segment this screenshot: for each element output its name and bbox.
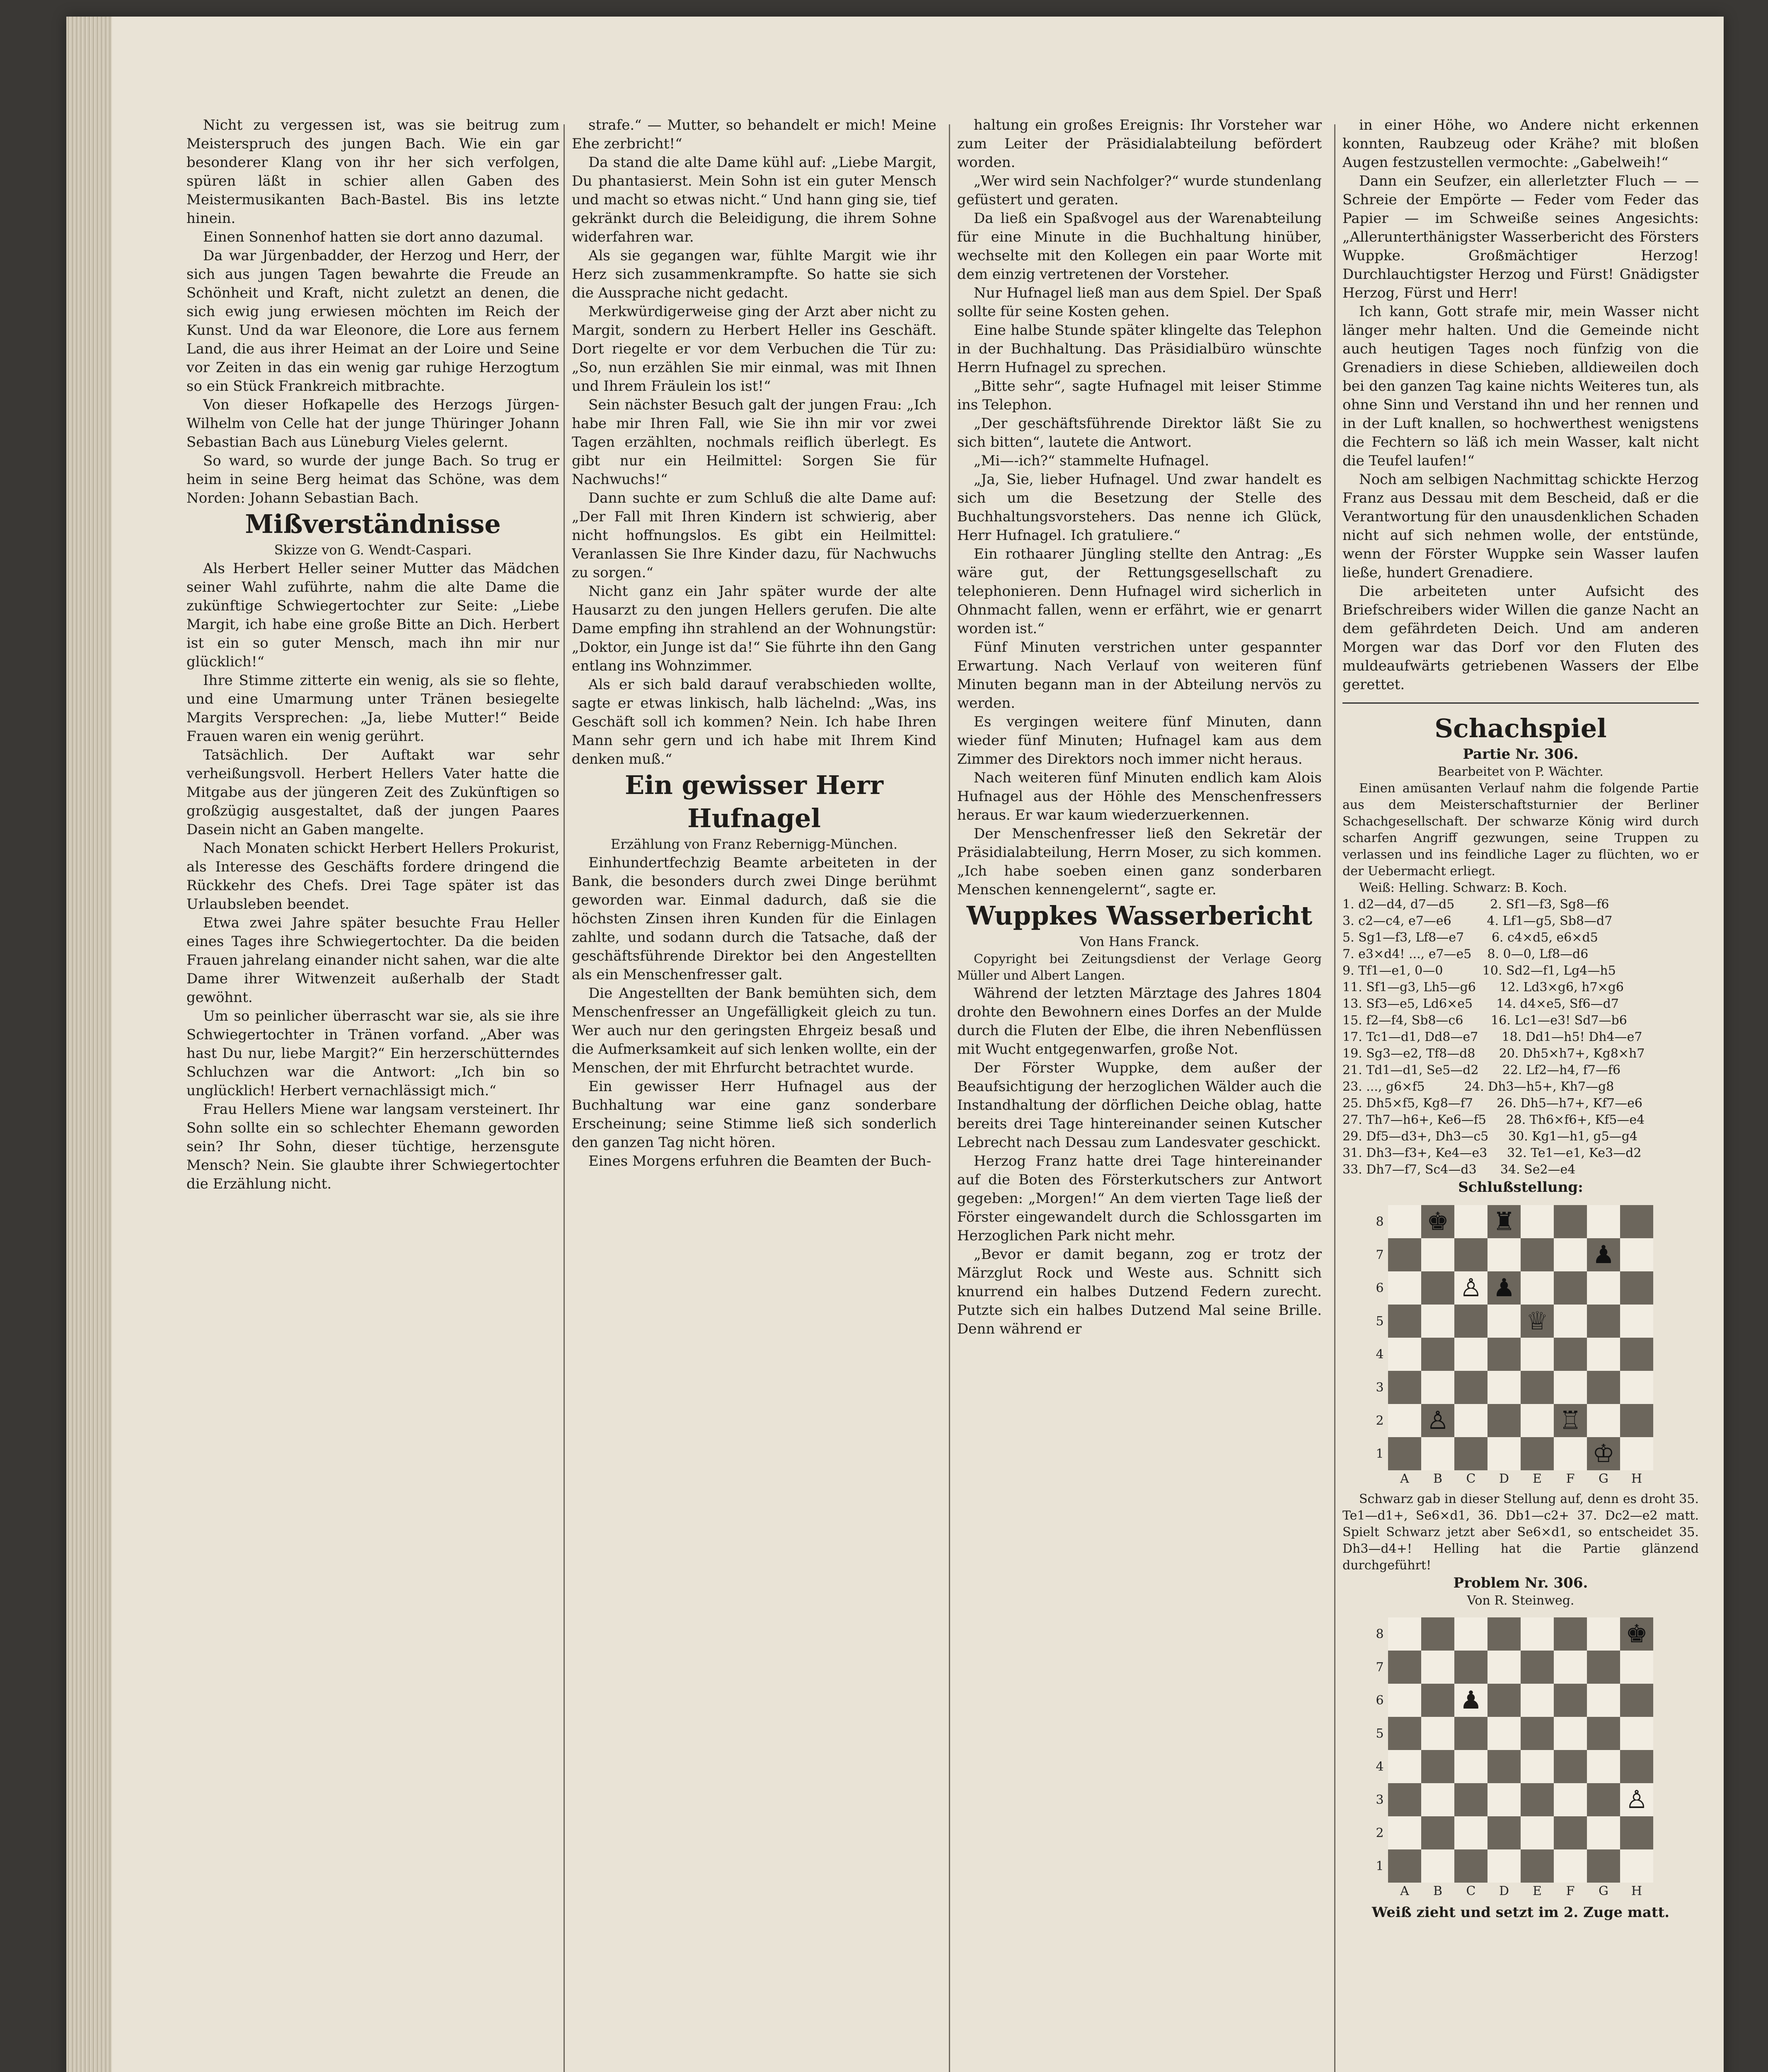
chess-square	[1521, 1684, 1554, 1717]
paragraph: Es vergingen weitere fünf Minuten, dann wieder fünf Minuten; Hufnagel kam aus dem Zimmer des Direktors noch immer nicht heraus.	[957, 714, 1322, 767]
chess-square	[1487, 1783, 1521, 1816]
chess-square	[1388, 1205, 1421, 1238]
chess-square	[1554, 1717, 1587, 1750]
paragraph: „Bitte sehr“, sagte Hufnagel mit leiser Stimme ins Telephon.	[957, 378, 1322, 413]
chess-square	[1454, 1238, 1487, 1271]
chess-square	[1421, 1617, 1454, 1651]
article-body-hufnagel-cont	[957, 116, 1322, 899]
chess-square	[1620, 1651, 1653, 1684]
column-rule	[1334, 124, 1335, 2072]
paragraph: „Der geschäftsführende Direktor läßt Sie zu sich bitten“, lautete die Antwort.	[957, 415, 1322, 450]
chess-square	[1487, 1617, 1521, 1651]
chess-square	[1388, 1305, 1421, 1338]
chess-square	[1487, 1717, 1521, 1750]
chess-square	[1521, 1717, 1554, 1750]
chess-square	[1521, 1617, 1554, 1651]
file-label: F	[1566, 1471, 1575, 1486]
chess-square	[1454, 1717, 1487, 1750]
move-line: 7. e3×d4! ..., e7—e5 8. 0—0, Lf8—d6	[1342, 947, 1589, 961]
move-line: 25. Dh5×f5, Kg8—f7 26. Dh5—h7+, Kf7—e6	[1342, 1096, 1642, 1111]
chess-square	[1388, 1849, 1421, 1883]
chess-square	[1554, 1305, 1587, 1338]
chess-square	[1587, 1651, 1620, 1684]
chess-square	[1554, 1437, 1587, 1470]
chess-square	[1620, 1404, 1653, 1437]
file-label: B	[1433, 1883, 1443, 1898]
chess-square	[1521, 1205, 1554, 1238]
rank-label: 7	[1376, 1247, 1384, 1262]
chess-square	[1587, 1617, 1620, 1651]
chess-square	[1587, 1849, 1620, 1883]
chess-square: ♟	[1487, 1271, 1521, 1305]
rank-label: 7	[1376, 1660, 1384, 1675]
rank-label: 3	[1376, 1380, 1384, 1395]
paragraph: Da stand die alte Dame kühl auf: „Liebe Margit, Du phantasierst. Mein Sohn ist ein guter Mensch und macht so etwas nicht.“ Und hann ging sie, tief gekränkt durch die Beleidigung, die ihrem Sohne widerfahren war.	[572, 154, 936, 245]
chess-square	[1487, 1404, 1521, 1437]
paragraph: Da war Jürgenbadder, der Herzog und Herr, der sich aus jungen Tagen bewahrte die Freude an Schönheit und Kraft, nicht zuletzt an denen, die sich ewig jung erwiesen möchten im Reich der Kunst. Und da war Eleonore, die Lore aus fernem Land, die aus ihrer Heimat an der Loire und Seine vor Zeiten in das ein wenig gar ruhige Herzogtum so ein Stück Frankreich mitbrachte.	[186, 247, 559, 395]
chess-square	[1587, 1684, 1620, 1717]
move-line: 3. c2—c4, e7—e6 4. Lf1—g5, Sb8—d7	[1342, 914, 1613, 928]
chess-square	[1587, 1750, 1620, 1783]
chess-square	[1388, 1271, 1421, 1305]
chess-square	[1487, 1750, 1521, 1783]
chess-diagram-problem	[1371, 1617, 1670, 1899]
rank-label: 6	[1376, 1280, 1384, 1295]
paragraph: Um so peinlicher überrascht war sie, als sie ihre Schwiegertochter in Tränen vorfand. „Aber was hast Du nur, liebe Margit?“ Ein herzerschütterndes Schluchzen war die Antwort: „Ich bin so unglücklich! Herbert vernachlässigt mich.“	[186, 1008, 559, 1099]
file-label: A	[1400, 1883, 1409, 1898]
chess-square	[1487, 1238, 1521, 1271]
paragraph: Einen Sonnenhof hatten sie dort anno dazumal.	[203, 229, 544, 245]
chess-square	[1587, 1783, 1620, 1816]
file-label: E	[1533, 1471, 1542, 1486]
paragraph: Eine halbe Stunde später klingelte das Telephon in der Buchhaltung. Das Präsidialbüro wünschte Herrn Hufnagel zu sprechen.	[957, 322, 1322, 376]
article-heading-wuppke: Wuppkes Wasserbericht	[966, 900, 1313, 931]
paragraph: Frau Hellers Miene war langsam versteinert. Ihr Sohn sollte ein so schlechter Ehemann geworden sein? Ihr Sohn, dieser tüchtige, herzensgute Mensch? Nein. Sie glaubte ihrer Schwiegertochter die Erzählung nicht.	[186, 1101, 559, 1192]
chess-square	[1388, 1238, 1421, 1271]
chess-section-heading: Schachspiel	[1434, 713, 1607, 743]
chess-square: ♔	[1587, 1437, 1620, 1470]
article-heading-hufnagel: Ein gewisser Herr Hufnagel	[624, 770, 884, 833]
chess-square	[1388, 1783, 1421, 1816]
chess-square	[1554, 1783, 1587, 1816]
rank-label: 4	[1376, 1759, 1384, 1774]
paragraph: Als er sich bald darauf verabschieden wollte, sagte er etwas linkisch, halb lächelnd: „Was, ins Geschäft soll ich kommen? Nein. Ich habe Ihren Mann sehr gern und ich habe mit Ihrem Kind denken muß.“	[572, 676, 936, 767]
move-line: 1. d2—d4, d7—d5 2. Sf1—f3, Sg8—f6	[1342, 897, 1609, 912]
section-divider	[1342, 702, 1699, 704]
problem-title: Problem Nr. 306.	[1453, 1575, 1588, 1591]
rank-label: 8	[1376, 1214, 1384, 1229]
chess-square	[1521, 1783, 1554, 1816]
chess-square	[1620, 1271, 1653, 1305]
paragraph: Die Angestellten der Bank bemühten sich, dem Menschenfresser an Ungefälligkeit gleich zu tun. Wer auch nur den geringsten Ehrgeiz besaß und die Aufmerksamkeit auf sich lenken wollte, ein der Menschen, der mit Ehrfurcht betrachtet wurde.	[572, 985, 936, 1076]
move-line: 21. Td1—d1, Se5—d2 22. Lf2—h4, f7—f6	[1342, 1063, 1621, 1077]
diagram-result: Schwarz gab in dieser Stellung auf, denn es droht 35. Te1—d1+, Se6×d1, 36. Db1—c2+ 37. Dc2—e2 matt. Spielt Schwarz jetzt aber Se6×d1, so entscheidet 35. Dh3—d4+! Helling hat die Partie glänzend durchgeführt!	[1342, 1492, 1699, 1573]
page-binding-edge	[66, 17, 112, 2072]
move-line: 29. Df5—d3+, Dh3—c5 30. Kg1—h1, g5—g4	[1342, 1129, 1638, 1144]
chess-square: ♙	[1454, 1271, 1487, 1305]
chess-square	[1587, 1205, 1620, 1238]
paragraph: Fünf Minuten verstrichen unter gespannter Erwartung. Nach Verlauf von weiteren fünf Minuten begann man in der Abteilung nervös zu werden.	[957, 639, 1322, 712]
chess-square	[1454, 1750, 1487, 1783]
chess-square	[1388, 1750, 1421, 1783]
rank-label: 8	[1376, 1627, 1384, 1641]
file-label: G	[1599, 1471, 1608, 1486]
problem-author: Von R. Steinweg.	[1467, 1593, 1575, 1608]
file-label: G	[1599, 1883, 1608, 1898]
file-label: C	[1466, 1471, 1476, 1486]
paragraph: „Bevor er damit begann, zog er trotz der Märzglut Rock und Weste aus. Schnitt sich knurrend ein halbes Dutzend Federn zurecht. Putzte sich ein halbes Dutzend Mal seine Brille. Denn während er	[957, 1246, 1322, 1337]
chess-square	[1554, 1816, 1587, 1849]
chess-square	[1521, 1849, 1554, 1883]
chess-square	[1454, 1783, 1487, 1816]
move-line: 5. Sg1—f3, Lf8—e7 6. c4×d5, e6×d5	[1342, 930, 1598, 945]
chess-square	[1454, 1651, 1487, 1684]
chess-square	[1487, 1816, 1521, 1849]
paragraph: Dann ein Seufzer, ein allerletzter Fluch — — Schreie der Empörte — Feder vom Feder das Papier — im Schweiße seines Angesichts: „Allerunterthänigster Wasserbericht des Försters Wuppke. Großmächtiger Herzog! Durchlauchtigster Herzog und Fürst! Gnädigster Herzog, Fürst und Herr!	[1342, 173, 1699, 301]
chess-square	[1421, 1684, 1454, 1717]
chess-square	[1454, 1371, 1487, 1404]
rank-label: 5	[1376, 1314, 1384, 1329]
article-byline: Von Hans Franck.	[1079, 934, 1200, 949]
paragraph: Ein rothaarer Jüngling stellte den Antrag: „Es wäre gut, der Rettungsgesellschaft zu telephonieren. Denn Hufnagel wird sicherlich in Ohnmacht fallen, wenn er erfährt, wie er genarrt worden ist.“	[957, 546, 1322, 637]
paragraph: strafe.“ — Mutter, so behandelt er mich! Meine Ehe zerbricht!“	[572, 117, 936, 152]
paragraph: Einhundertfechzig Beamte arbeiteten in der Bank, die besonders durch zwei Dinge berühmt geworden war. Einmal dadurch, daß sie die höchsten Zinsen ihren Kunden für die Einlagen zahlte, und sodann durch die Tatsache, daß der geschäftsführende Direktor bei den Angestellten als ein Menschenfresser galt.	[572, 854, 936, 983]
chess-square	[1587, 1338, 1620, 1371]
chess-square	[1521, 1271, 1554, 1305]
paragraph: Nach weiteren fünf Minuten endlich kam Alois Hufnagel aus der Höhle des Menschenfressers heraus. Er war kaum wiederzuerkennen.	[957, 770, 1322, 823]
chess-square	[1388, 1404, 1421, 1437]
paragraph: Etwa zwei Jahre später besuchte Frau Heller eines Tages ihre Schwiegertochter. Da die beiden Frauen jahrelang einander nicht sahen, war die alte Dame ihrer Witwenzeit außerhalb der Stadt gewöhnt.	[186, 915, 559, 1006]
chess-square	[1454, 1205, 1487, 1238]
paragraph: Da ließ ein Spaßvogel aus der Warenabteilung für eine Minute in die Buchhaltung hinüber, wechselte mit den Kollegen ein paar Worte mit dem einzig vertretenen der Vorsteher.	[957, 210, 1322, 283]
chess-square	[1388, 1371, 1421, 1404]
paragraph: in einer Höhe, wo Andere nicht erkennen konnten, Raubzeug oder Krähe? mit bloßen Augen festzustellen vermochte: „Gabelweih!“	[1342, 117, 1699, 171]
paragraph: haltung ein großes Ereignis: Ihr Vorsteher war zum Leiter der Präsidialabteilung befördert worden.	[957, 117, 1322, 171]
chess-square	[1421, 1437, 1454, 1470]
file-label: C	[1466, 1883, 1476, 1898]
chess-square	[1454, 1437, 1487, 1470]
chess-square	[1487, 1684, 1521, 1717]
chess-square: ♙	[1620, 1783, 1653, 1816]
chess-square	[1421, 1849, 1454, 1883]
paragraph: „Mi—-ich?“ stammelte Hufnagel.	[974, 453, 1209, 469]
move-line: 27. Th7—h6+, Ke6—f5 28. Th6×f6+, Kf5—e4	[1342, 1113, 1645, 1127]
chess-square	[1620, 1305, 1653, 1338]
move-line: 11. Sf1—g3, Lh5—g6 12. Ld3×g6, h7×g6	[1342, 980, 1624, 995]
chess-square	[1554, 1271, 1587, 1305]
chess-square	[1620, 1338, 1653, 1371]
chess-square	[1554, 1684, 1587, 1717]
chess-square	[1620, 1437, 1653, 1470]
paragraph: Ich kann, Gott strafe mir, mein Wasser nicht länger mehr halten. Und die Gemeinde nicht auch heutigen Tages noch fünfzig von die Grenadiers in diese Schieben, alldieweilen doch bei den ganzen Tag kaine nichts Weiteres tun, als ohne Sinn und Verstand ihn und her rennen und in der Luft knallen, so hochwerthest wenigstens die Fechtern so läß ich mein Wasser, kalt nicht die Teufel laufen!“	[1342, 303, 1699, 469]
chess-square	[1554, 1238, 1587, 1271]
chess-square	[1620, 1371, 1653, 1404]
rank-label: 4	[1376, 1347, 1384, 1362]
paragraph: Nicht ganz ein Jahr später wurde der alte Hausarzt zu den jungen Hellers gerufen. Die alte Dame empfing ihn strahlend an der Wohnungstür: „Doktor, ein Junge ist da!“ Sie führte ihn den Gang entlang ins Wohnzimmer.	[572, 583, 936, 674]
chess-square	[1454, 1404, 1487, 1437]
chess-square: ♚	[1421, 1205, 1454, 1238]
rank-label: 2	[1376, 1413, 1384, 1428]
paragraph: Von dieser Hofkapelle des Herzogs Jürgen-Wilhelm von Celle hat der junge Thüringer Johann Sebastian Bach aus Lüneburg Vieles gelernt.	[186, 397, 559, 450]
column-rule	[949, 124, 950, 2072]
file-label: A	[1400, 1471, 1409, 1486]
rank-label: 3	[1376, 1792, 1384, 1807]
paragraph: Nur Hufnagel ließ man aus dem Spiel. Der Spaß sollte für seine Kosten gehen.	[957, 285, 1322, 320]
paragraph: Nicht zu vergessen ist, was sie beitrug zum Meisterspruch des jungen Bach. Wie ein gar besonderer Klang von ihr her sich verfolgen, spüren läßt in schier allen Gaben des Meistermusikanten Bach-Bastel. Bis ins letzte hinein.	[186, 117, 559, 227]
chess-square	[1620, 1717, 1653, 1750]
chess-square	[1388, 1338, 1421, 1371]
chess-square	[1554, 1617, 1587, 1651]
paragraph: Herzog Franz hatte drei Tage hintereinander auf die Boten des Försterkutschers zur Antwort gegeben: „Morgen!“ An dem vierten Tage ließ der Förster eingewandelt durch die Schlossgarten im Herzoglichen Park nicht mehr.	[957, 1153, 1322, 1244]
paragraph: Als sie gegangen war, fühlte Margit wie ihr Herz sich zusammenkrampfte. So hatte sie sich die Aussprache nicht gedacht.	[572, 247, 936, 301]
chess-square	[1454, 1816, 1487, 1849]
paragraph: „Wer wird sein Nachfolger?“ wurde stundenlang gefüstert und geraten.	[957, 173, 1322, 208]
paragraph: Während der letzten Märztage des Jahres 1804 drohte den Bewohnern eines Dorfes an der Mulde durch die Fluten der Elbe, die ihren Nebenflüssen mit Wucht entgegenwarfen, große Not.	[957, 985, 1322, 1058]
chess-square	[1521, 1338, 1554, 1371]
move-line: 33. Dh7—f7, Sc4—d3 34. Se2—e4	[1342, 1162, 1576, 1177]
chess-square	[1587, 1816, 1620, 1849]
chess-square: ♕	[1521, 1305, 1554, 1338]
article-heading-missverstaendnisse: Mißverständnisse	[245, 509, 501, 539]
bach-article-text	[186, 116, 559, 508]
paragraph: Dann suchte er zum Schluß die alte Dame auf: „Der Fall mit Ihren Kindern ist schwierig, aber nicht hoffnungslos. Es gibt ein Heilmittel: Veranlassen Sie Ihre Kinder dazu, für Nachwuchs zu sorgen.“	[572, 490, 936, 581]
file-label: B	[1433, 1471, 1443, 1486]
chess-square	[1554, 1750, 1587, 1783]
move-line: 17. Tc1—d1, Dd8—e7 18. Dd1—h5! Dh4—e7	[1342, 1030, 1642, 1044]
chess-square	[1388, 1816, 1421, 1849]
chess-square	[1587, 1404, 1620, 1437]
chess-square	[1487, 1849, 1521, 1883]
chess-square	[1554, 1849, 1587, 1883]
chess-square: ♟	[1454, 1684, 1487, 1717]
rank-label: 5	[1376, 1726, 1384, 1741]
column-3	[957, 116, 1322, 2072]
chess-square	[1620, 1238, 1653, 1271]
chess-square	[1521, 1816, 1554, 1849]
chess-square	[1421, 1783, 1454, 1816]
paragraph: Die arbeiteten unter Aufsicht des Briefschreibers wider Willen die ganze Nacht an dem gefährdeten Deich. Und am anderen Morgen war das Dorf vor den Fluten des muldeaufwärts getriebenen Wassers der Elbe gerettet.	[1342, 583, 1699, 693]
chess-square	[1421, 1750, 1454, 1783]
chess-square	[1421, 1717, 1454, 1750]
chess-diagram-final-position	[1371, 1205, 1670, 1487]
file-label: E	[1533, 1883, 1542, 1898]
file-label: D	[1499, 1471, 1509, 1486]
article-body-wuppke-cont	[1342, 116, 1699, 694]
chess-square	[1554, 1651, 1587, 1684]
chess-square: ♖	[1554, 1404, 1587, 1437]
chess-square	[1454, 1305, 1487, 1338]
move-line: 13. Sf3—e5, Ld6×e5 14. d4×e5, Sf6—d7	[1342, 997, 1619, 1011]
chess-square	[1521, 1651, 1554, 1684]
chess-square	[1587, 1271, 1620, 1305]
chess-square: ♟	[1587, 1238, 1620, 1271]
chess-square	[1454, 1849, 1487, 1883]
chess-square	[1554, 1205, 1587, 1238]
move-line: 15. f2—f4, Sb8—c6 16. Lc1—e3! Sd7—b6	[1342, 1013, 1627, 1028]
chess-square	[1521, 1404, 1554, 1437]
file-label: H	[1631, 1471, 1642, 1486]
move-line: 31. Dh3—f3+, Ke4—e3 32. Te1—e1, Ke3—d2	[1342, 1146, 1642, 1160]
column-2	[572, 116, 936, 2072]
chess-square: ♜	[1487, 1205, 1521, 1238]
chess-square	[1620, 1816, 1653, 1849]
move-line: 9. Tf1—e1, 0—0 10. Sd2—f1, Lg4—h5	[1342, 963, 1616, 978]
chess-square	[1487, 1371, 1521, 1404]
paragraph: „Ja, Sie, lieber Hufnagel. Und zwar handelt es sich um die Besetzung der Stelle des Buchhaltungsvorstehers. Das nenne ich Glück, Herr Hufnagel. Ich gratuliere.“	[957, 471, 1322, 544]
game-moves	[1342, 896, 1699, 1178]
paragraph: Tatsächlich. Der Auftakt war sehr verheißungsvoll. Herbert Hellers Vater hatte die Mitgabe aus der jüngeren Zeit des Zukünftigen so großzügig ausgestaltet, daß der jungen Paares Dasein nicht an Gaben mangelte.	[186, 747, 559, 838]
chess-square	[1388, 1651, 1421, 1684]
chess-square	[1388, 1617, 1421, 1651]
chess-square	[1454, 1338, 1487, 1371]
chess-square	[1620, 1750, 1653, 1783]
rank-label: 1	[1376, 1859, 1384, 1874]
paragraph: Ein gewisser Herr Hufnagel aus der Buchhaltung war eine ganz sonderbare Erscheinung; seine Stimme ließ sich sonderlich den ganzen Tag nicht hören.	[572, 1078, 936, 1151]
rank-label: 6	[1376, 1693, 1384, 1708]
chess-square: ♙	[1421, 1404, 1454, 1437]
paragraph: Merkwürdigerweise ging der Arzt aber nicht zu Margit, sondern zu Herbert Heller ins Geschäft. Dort riegelte er vor dem Verbuchen die Tür zu: „So, nun erzählen Sie mir einmal, was mit Ihnen und Ihrem Fräulein los ist!“	[572, 303, 936, 395]
chess-square	[1421, 1271, 1454, 1305]
paragraph: Der Menschenfresser ließ den Sekretär der Präsidialabteilung, Herrn Moser, zu sich kommen. „Ich habe soeben einen ganz sonderbaren Menschen kennengelernt“, sagte er.	[957, 825, 1322, 898]
game-annotator: Bearbeitet von P. Wächter.	[1438, 765, 1604, 779]
rank-label: 1	[1376, 1446, 1384, 1461]
chess-square	[1620, 1684, 1653, 1717]
column-rule	[564, 124, 565, 2072]
chess-square	[1521, 1750, 1554, 1783]
column-1	[186, 116, 559, 2072]
article-body-missverstaendnisse-cont	[572, 116, 936, 769]
column-4	[1342, 116, 1699, 2072]
game-title: Partie Nr. 306.	[1463, 746, 1579, 762]
problem-task: Weiß zieht und setzt im 2. Zuge matt.	[1371, 1904, 1670, 1921]
rank-label: 2	[1376, 1825, 1384, 1840]
chess-square	[1487, 1651, 1521, 1684]
chess-square	[1521, 1437, 1554, 1470]
paragraph: Sein nächster Besuch galt der jungen Frau: „Ich habe mir Ihren Fall, wie Sie ihn mir vor zwei Tagen erzählten, nochmals reiflich überlegt. Es gibt nur ein Heilmittel: Sorgen Sie für Nachwuchs!“	[572, 397, 936, 488]
chess-square	[1487, 1338, 1521, 1371]
article-byline: Skizze von G. Wendt-Caspari.	[274, 542, 472, 558]
file-label: D	[1499, 1883, 1509, 1898]
chess-square	[1388, 1437, 1421, 1470]
chess-square	[1421, 1816, 1454, 1849]
newspaper-page	[66, 17, 1724, 2072]
copyright-note: Copyright bei Zeitungsdienst der Verlage Georg Müller und Albert Langen.	[957, 952, 1322, 983]
game-players: Weiß: Helling. Schwarz: B. Koch.	[1359, 881, 1567, 895]
paragraph: Eines Morgens erfuhren die Beamten der Buch-	[588, 1153, 931, 1169]
chess-square	[1521, 1371, 1554, 1404]
file-label: H	[1631, 1883, 1642, 1898]
article-body-missverstaendnisse	[186, 559, 559, 1193]
chess-square	[1388, 1684, 1421, 1717]
chess-square	[1554, 1371, 1587, 1404]
chess-square	[1421, 1238, 1454, 1271]
chess-square	[1587, 1371, 1620, 1404]
corner-blank	[1371, 1470, 1388, 1487]
article-byline: Erzählung von Franz Rebernigg-München.	[610, 836, 898, 852]
paragraph: Noch am selbigen Nachmittag schickte Herzog Franz aus Dessau mit dem Bescheid, daß er die Verantwortung für den unausdenklichen Schaden nicht auf sich nehmen wolle, der entstünde, wenn der Förster Wuppke sein Wasser laufen ließe, hundert Grenadiere.	[1342, 471, 1699, 581]
move-line: 19. Sg3—e2, Tf8—d8 20. Dh5×h7+, Kg8×h7	[1342, 1046, 1645, 1061]
file-label: F	[1566, 1883, 1575, 1898]
chess-square	[1620, 1205, 1653, 1238]
chess-square	[1487, 1437, 1521, 1470]
paragraph: Nach Monaten schickt Herbert Hellers Prokurist, als Interesse des Geschäfts fordere dringend die Rückkehr des Chefs. Drei Tage später ist das Urlaubsleben beendet.	[186, 840, 559, 913]
paragraph: Ihre Stimme zitterte ein wenig, als sie so flehte, und eine Umarmung unter Tränen besiegelte Margits Versprechen: „Ja, liebe Mutter!“ Beide Frauen waren ein wenig gerührt.	[186, 672, 559, 745]
move-line: 23. ..., g6×f5 24. Dh3—h5+, Kh7—g8	[1342, 1080, 1614, 1094]
chess-square: ♚	[1620, 1617, 1653, 1651]
chess-square	[1421, 1651, 1454, 1684]
chess-square	[1521, 1238, 1554, 1271]
diagram-label: Schlußstellung:	[1458, 1179, 1583, 1196]
chess-square	[1587, 1717, 1620, 1750]
chess-square	[1388, 1717, 1421, 1750]
chess-square	[1554, 1338, 1587, 1371]
chess-square	[1587, 1305, 1620, 1338]
paragraph: Der Förster Wuppke, dem außer der Beaufsichtigung der herzoglichen Wälder auch die Instandhaltung der dörflichen Deiche oblag, hatte bereits drei Tage hintereinander seinen Kutscher Lebrecht nach Dessau zum Landesvater geschickt.	[957, 1060, 1322, 1151]
chess-square	[1454, 1617, 1487, 1651]
corner-blank	[1371, 1883, 1388, 1899]
chess-square	[1487, 1305, 1521, 1338]
chess-square	[1620, 1849, 1653, 1883]
game-intro: Einen amüsanten Verlauf nahm die folgende Partie aus dem Meisterschaftsturnier der Berliner Schachgesellschaft. Der schwarze König wird durch scharfen Angriff gezwungen, seine Truppen zu verlassen und ins feindliche Lager zu flüchten, wo er der Uebermacht erliegt.	[1342, 781, 1699, 879]
article-body-wuppke	[957, 984, 1322, 1339]
chess-square	[1421, 1371, 1454, 1404]
paragraph: Als Herbert Heller seiner Mutter das Mädchen seiner Wahl zuführte, nahm die alte Dame die zukünftige Schwiegertochter zur Seite: „Liebe Margit, ich habe eine große Bitte an Dich. Herbert ist ein so guter Mensch, mach ihn mir nur glücklich!“	[186, 560, 559, 670]
chess-square	[1421, 1305, 1454, 1338]
article-body-hufnagel	[572, 854, 936, 1171]
paragraph: So ward, so wurde der junge Bach. So trug er heim in seine Berg heimat das Schöne, was dem Norden: Johann Sebastian Bach.	[186, 453, 559, 506]
chess-square	[1421, 1338, 1454, 1371]
